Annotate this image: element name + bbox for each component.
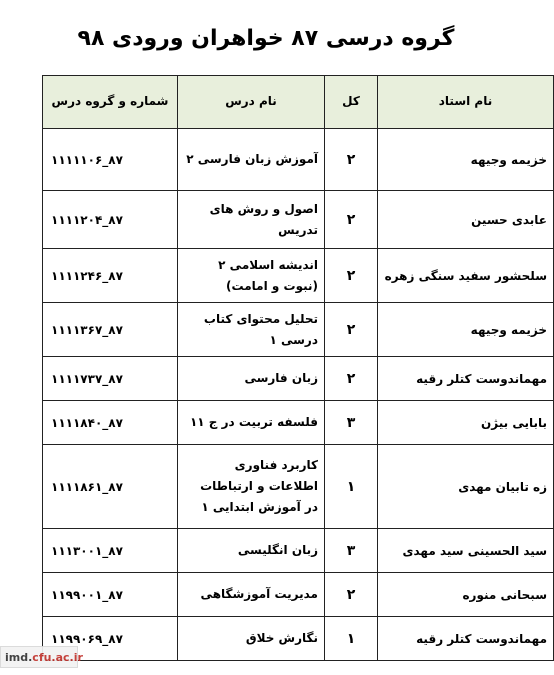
course-cell: زبان انگلیسی <box>178 529 325 573</box>
table-row <box>43 303 554 357</box>
code-cell: ۱۱۹۹۰۶۹_۸۷ <box>43 617 178 661</box>
course-cell: فلسفه تربیت در ج ۱۱ <box>178 401 325 445</box>
course-cell: مدیریت آموزشگاهی <box>178 573 325 617</box>
credit-cell: ۳ <box>325 401 378 445</box>
credit-cell: ۲ <box>325 303 378 357</box>
course-cell: آموزش زبان فارسی ۲ <box>178 129 325 191</box>
credit-cell: ۲ <box>325 191 378 249</box>
code-cell: ۱۱۱۱۲۴۶_۸۷ <box>43 249 178 303</box>
teacher-cell: سبحانی منوره <box>378 573 554 617</box>
credit-cell: ۳ <box>325 529 378 573</box>
credit-cell: ۲ <box>325 129 378 191</box>
course-cell: اصول و روش های تدریس <box>178 191 325 249</box>
teacher-cell: زه تابیان مهدی <box>378 445 554 529</box>
table-row <box>43 573 554 617</box>
code-cell: ۱۱۱۱۲۰۴_۸۷ <box>43 191 178 249</box>
credit-cell: ۱ <box>325 617 378 661</box>
code-cell: ۱۱۱۱۷۳۷_۸۷ <box>43 357 178 401</box>
table-row <box>43 191 554 249</box>
course-cell: زبان فارسی <box>178 357 325 401</box>
code-cell: ۱۱۱۱۱۰۶_۸۷ <box>43 129 178 191</box>
course-table <box>42 75 554 661</box>
code-cell: ۱۱۱۱۳۶۷_۸۷ <box>43 303 178 357</box>
code-cell: ۱۱۱۳۰۰۱_۸۷ <box>43 529 178 573</box>
header-course: نام درس <box>178 76 325 129</box>
watermark-suffix: cfu.ac.ir <box>32 650 83 664</box>
page-title: گروه درسی ۸۷ خواهران ورودی ۹۸ <box>77 26 455 51</box>
table-row <box>43 445 554 529</box>
teacher-cell: خزیمه وجیهه <box>378 303 554 357</box>
credit-cell: ۲ <box>325 357 378 401</box>
credit-cell: ۱ <box>325 445 378 529</box>
table-row <box>43 617 554 661</box>
course-cell: تحلیل محتوای کتاب درسی ۱ <box>178 303 325 357</box>
credit-cell: ۲ <box>325 249 378 303</box>
table-row <box>43 129 554 191</box>
header-teacher: نام استاد <box>378 76 554 129</box>
teacher-cell: خزیمه وجیهه <box>378 129 554 191</box>
table-row <box>43 249 554 303</box>
teacher-cell: عابدی حسین <box>378 191 554 249</box>
table-row <box>43 529 554 573</box>
site-watermark <box>0 646 83 668</box>
table-header-row <box>43 76 554 129</box>
header-credit: کل <box>325 76 378 129</box>
code-cell: ۱۱۱۱۸۶۱_۸۷ <box>43 445 178 529</box>
course-cell: نگارش خلاق <box>178 617 325 661</box>
teacher-cell: سید الحسینی سید مهدی <box>378 529 554 573</box>
code-cell: ۱۱۹۹۰۰۱_۸۷ <box>43 573 178 617</box>
table-row <box>43 401 554 445</box>
teacher-cell: مهماندوست کتلر رقیه <box>378 617 554 661</box>
code-cell: ۱۱۱۱۸۴۰_۸۷ <box>43 401 178 445</box>
teacher-cell: مهماندوست کتلر رقیه <box>378 357 554 401</box>
course-cell: اندیشه اسلامی ۲ (نبوت و امامت) <box>178 249 325 303</box>
watermark-prefix: imd. <box>5 650 33 664</box>
credit-cell: ۲ <box>325 573 378 617</box>
course-cell: کاربرد فناوری اطلاعات و ارتباطات در آموزش ابتدایی ۱ <box>178 445 325 529</box>
teacher-cell: بابایی بیژن <box>378 401 554 445</box>
header-code: شماره و گروه درس <box>43 76 178 129</box>
table-row <box>43 357 554 401</box>
teacher-cell: سلحشور سفید سنگی زهره <box>378 249 554 303</box>
